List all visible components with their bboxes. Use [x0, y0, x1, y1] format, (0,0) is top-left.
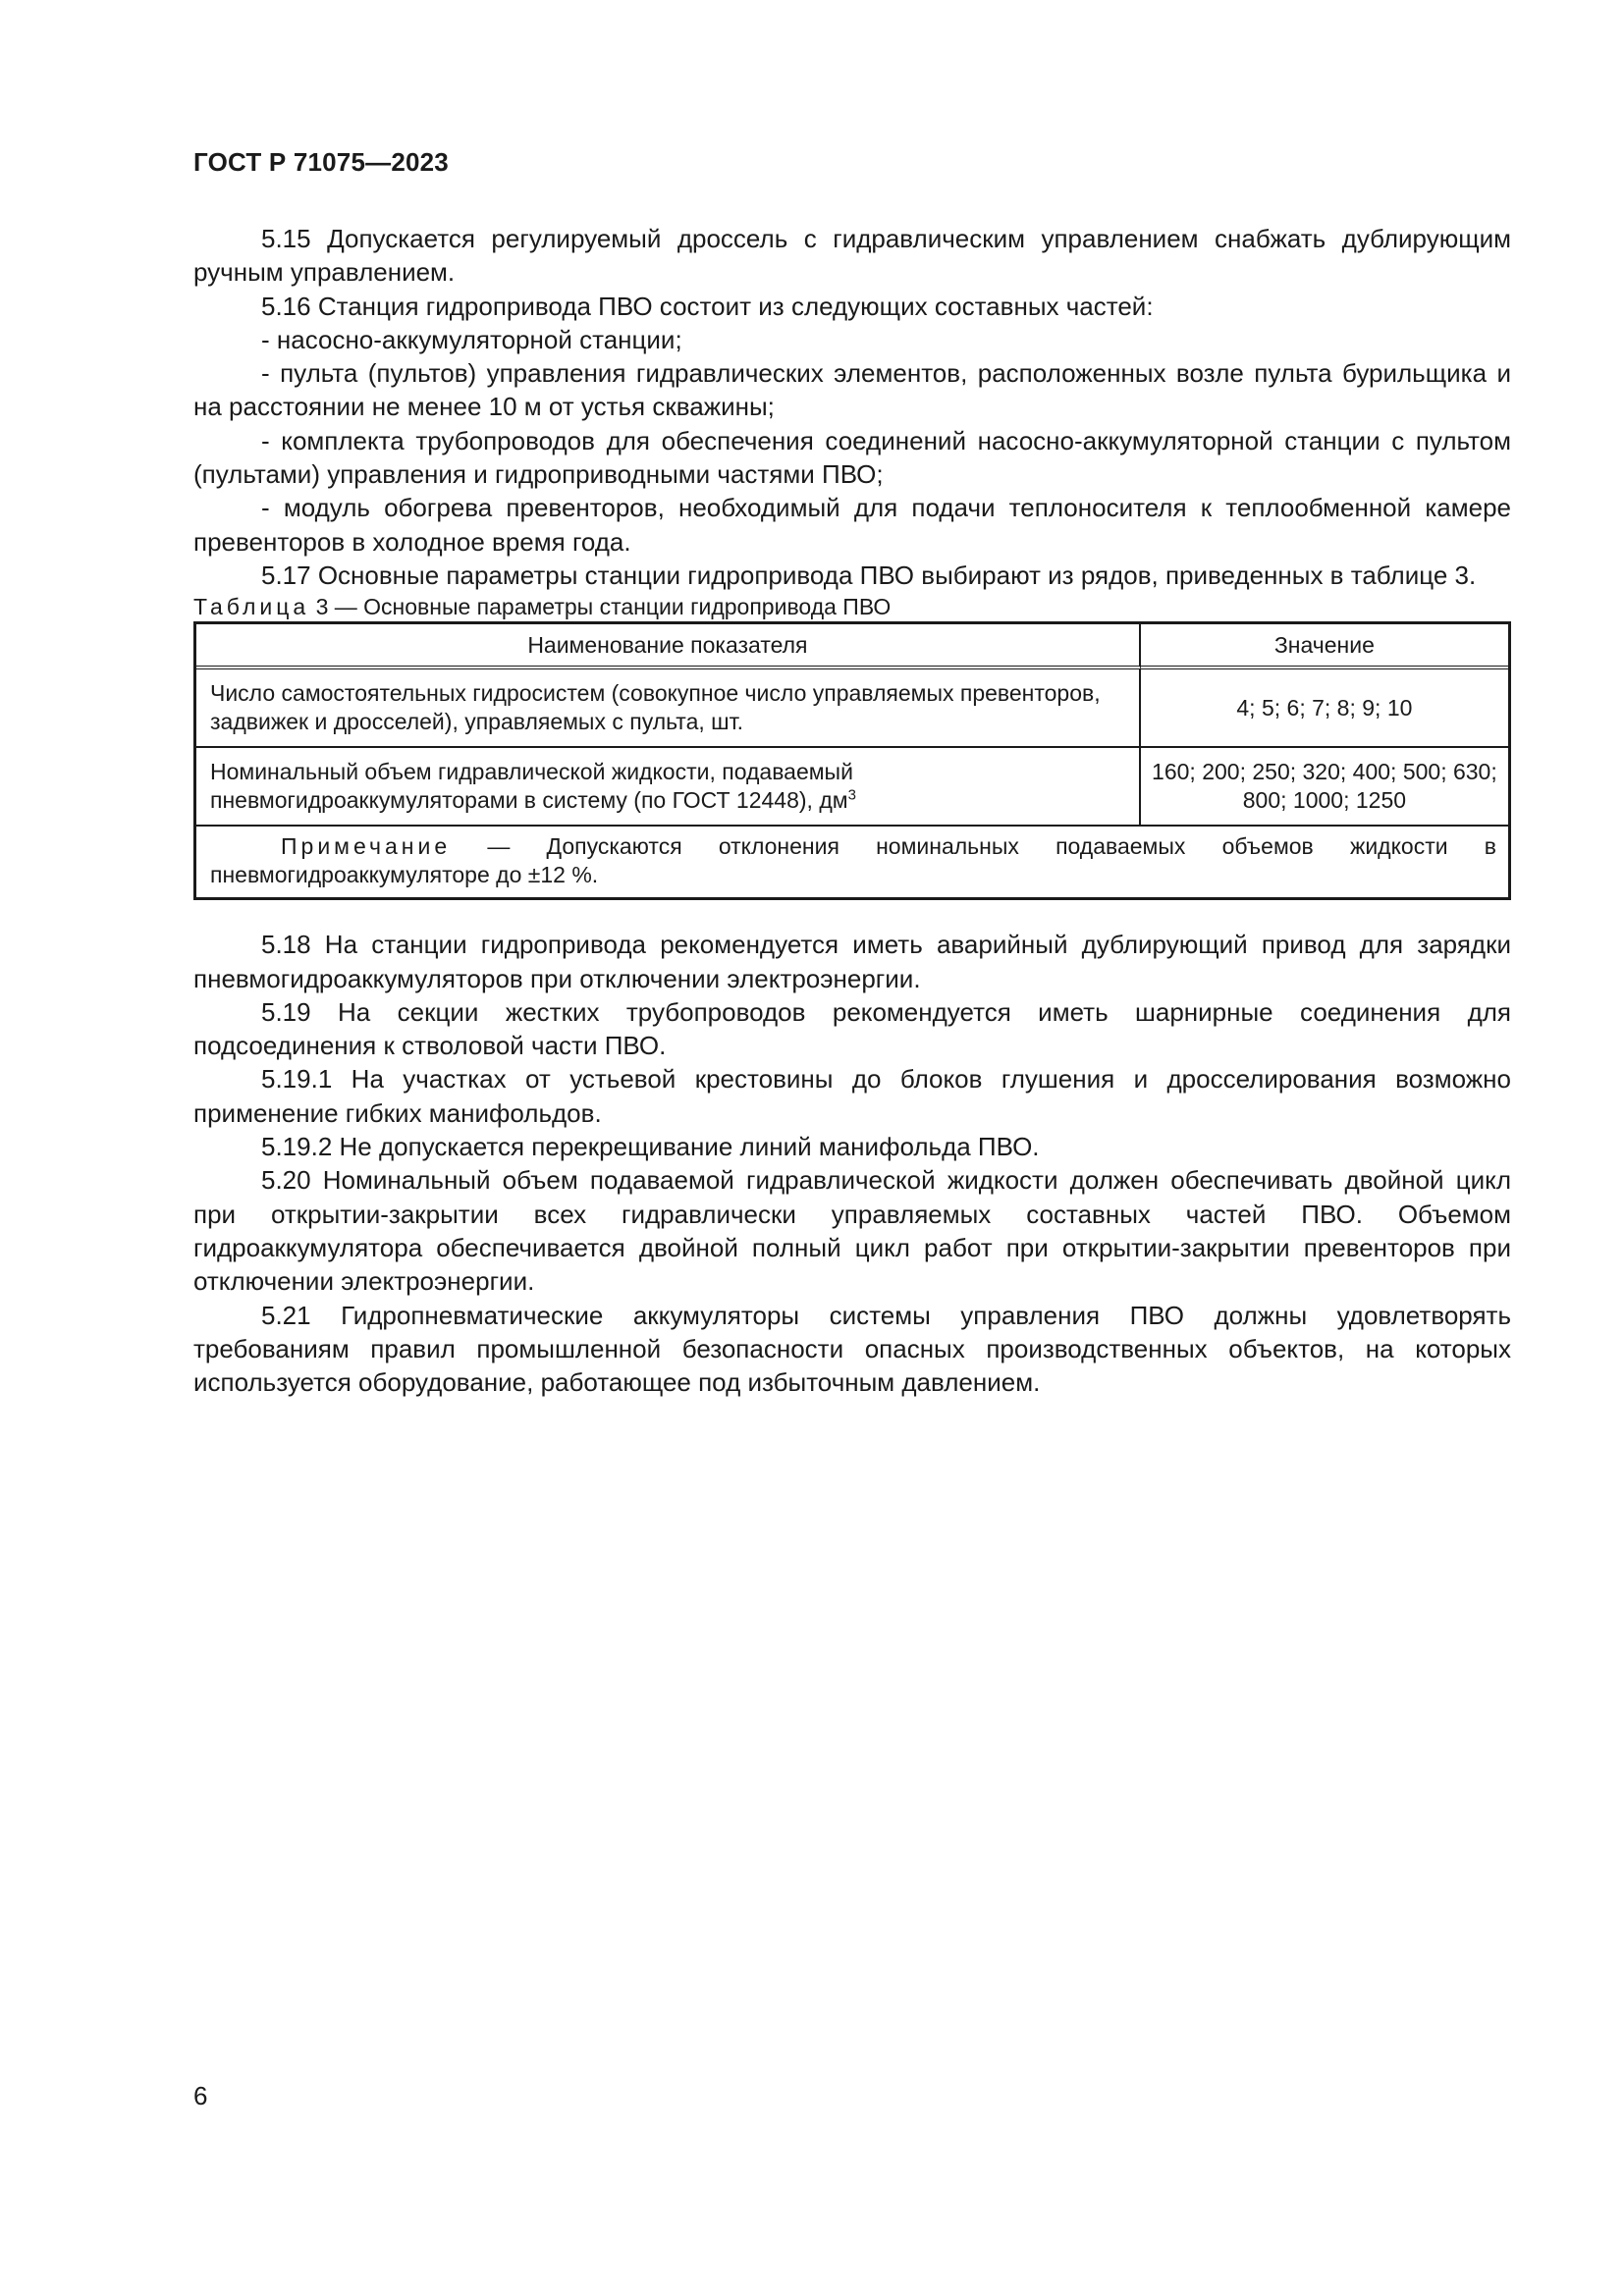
table-note-text: — Допускаются отклонения номинальных подаваемых объемов жидкости в пневмогидроаккумуляторе до ±12 %.: [210, 833, 1496, 888]
table-header-row: [196, 624, 1508, 669]
paragraph-5-19: 5.19 На секции жестких трубопроводов рекомендуется иметь шарнирные соединения для подсоединения к стволовой части ПВО.: [193, 996, 1511, 1061]
table-row: [196, 669, 1508, 748]
table-cell-value: 160; 200; 250; 320; 400; 500; 630; 800; 1000; 1250: [1141, 748, 1508, 827]
table-caption-label: Таблица: [193, 594, 310, 620]
table-row: [196, 748, 1508, 827]
table-cell-name: [196, 748, 1141, 827]
table-note: [196, 827, 1508, 897]
table-caption-text: 3 — Основные параметры станции гидропривода ПВО: [309, 594, 892, 620]
paragraph-5-18: 5.18 На станции гидропривода рекомендуется иметь аварийный дублирующий привод для зарядки пневмогидроаккумуляторов при отключении электроэнергии.: [193, 930, 1511, 993]
table-note-label: Примечание: [281, 833, 452, 860]
table-cell-name-text: Номинальный объем гидравлической жидкости, подаваемый пневмогидроаккумуляторами в систему (по ГОСТ 12448), дм: [210, 759, 853, 814]
paragraph-5-20: 5.20 Номинальный объем подаваемой гидравлической жидкости должен обеспечивать двойной цикл при открытии-закрытии всех гидравлически управляемых составных частей ПВО. Объемом гидроаккумулятора обеспечивается двойной полный цикл работ при открытии-закрытии превенторов при отключении электроэнергии.: [193, 1165, 1511, 1297]
column-header-value: Значение: [1141, 624, 1508, 669]
unit-superscript: 3: [847, 786, 856, 804]
list-item-pipeline-set: - комплекта трубопроводов для обеспечения соединений насосно-аккумуляторной станции с пультом (пультами) управления и гидроприводными частями ПВО;: [193, 425, 1511, 490]
column-header-name: Наименование показателя: [196, 624, 1141, 669]
table-caption: [193, 592, 1511, 621]
paragraph-5-19-1: 5.19.1 На участках от устьевой крестовины до блоков глушения и дросселирования возможно применение гибких манифольдов.: [193, 1064, 1511, 1128]
document-body: [193, 222, 1511, 1399]
parameters-table: [193, 621, 1511, 900]
document-header: ГОСТ Р 71075—2023: [193, 147, 449, 177]
paragraph-5-21: 5.21 Гидропневматические аккумуляторы системы управления ПВО должны удовлетворять требованиям правил промышленной безопасности опасных производственных объектов, на которых используется оборудование, работающее под избыточным давлением.: [193, 1300, 1511, 1398]
list-item-heating-module: - модуль обогрева превенторов, необходимый для подачи теплоносителя к теплообменной камере превенторов в холодное время года.: [193, 493, 1511, 557]
paragraph-5-17: 5.17 Основные параметры станции гидропривода ПВО выбирают из рядов, приведенных в таблице 3.: [261, 560, 1477, 590]
table-cell-value: 4; 5; 6; 7; 8; 9; 10: [1141, 669, 1508, 748]
list-item-control-panel: - пульта (пультов) управления гидравлических элементов, расположенных возле пульта бурильщика и на расстоянии не менее 10 м от устья скважины;: [193, 358, 1511, 422]
table-note-row: [196, 827, 1508, 897]
list-item-pump-station: - насосно-аккумуляторной станции;: [261, 324, 682, 354]
paragraphs-after-table: [193, 928, 1511, 1399]
paragraph-5-19-2: 5.19.2 Не допускается перекрещивание линий манифольда ПВО.: [261, 1132, 1040, 1162]
table-cell-name: Число самостоятельных гидросистем (совокупное число управляемых превенторов, задвижек и дросселей), управляемых с пульта, шт.: [196, 669, 1141, 748]
paragraph-5-16: 5.16 Станция гидропривода ПВО состоит из следующих составных частей:: [261, 291, 1154, 321]
paragraph-5-15: 5.15 Допускается регулируемый дроссель с гидравлическим управлением снабжать дублирующим ручным управлением.: [193, 224, 1511, 288]
page-number: 6: [193, 2081, 208, 2110]
